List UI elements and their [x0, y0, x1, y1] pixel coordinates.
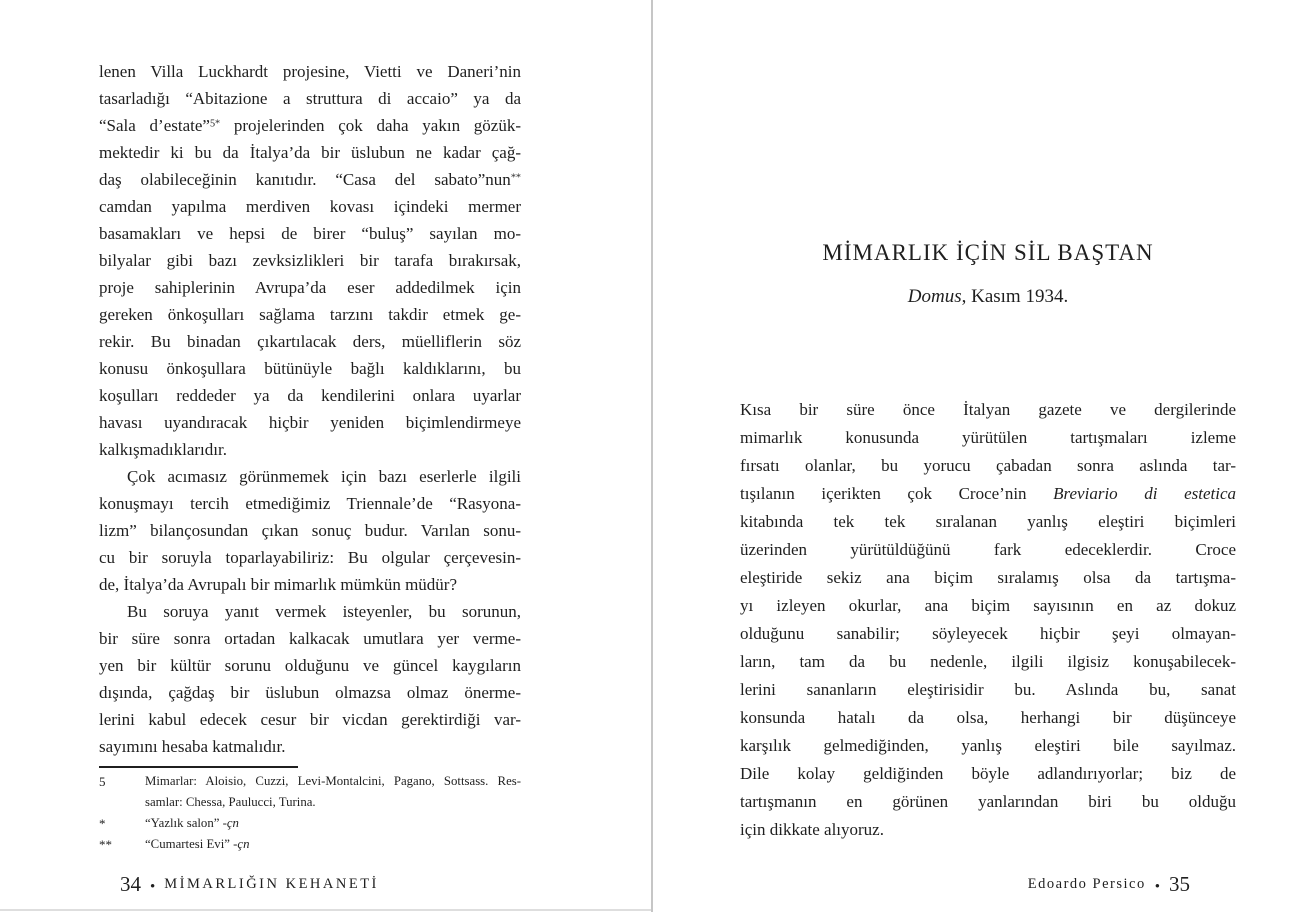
- text-line: karşılık gelmediğinden, yanlış eleştiri bile sayılmaz.: [740, 736, 1236, 755]
- text-line: konusu önkoşullara bütünüyle bağlı kaldıklarını, bu: [99, 359, 521, 378]
- footnote: [99, 834, 521, 855]
- text-line: sayımını hesaba katmalıdır.: [99, 737, 286, 756]
- right-page: [653, 0, 1306, 912]
- text-line: tasarladığı “Abitazione a struttura di accaio” ya da: [99, 89, 521, 108]
- text-line: bir süre sonra ortadan kalkacak umutlara yer verme-: [99, 629, 521, 648]
- footnote: [99, 771, 521, 813]
- chapter-subtitle: Domus, Kasım 1934.: [907, 286, 1069, 307]
- text-line: lenen Villa Luckhardt projesine, Vietti ve Daneri’nin: [99, 62, 521, 81]
- page-number: 35: [1169, 872, 1190, 896]
- text-line: ların, tam da bu nedenle, ilgili ilgisiz konuşabilecek-: [740, 652, 1236, 671]
- footnote-block: [99, 771, 521, 855]
- footer-dot-icon: •: [150, 879, 156, 895]
- text-line: olduğunu sanabilir; söyleyecek hiçbir şeyi olmayan-: [740, 624, 1236, 643]
- text-line: camdan yapılma merdiven kovası içindeki mermer: [99, 197, 521, 216]
- footer-dot-icon: •: [1154, 879, 1160, 895]
- footnote-separator: [99, 766, 298, 768]
- footnote: [99, 813, 521, 834]
- page-bottom-edge: [0, 909, 651, 911]
- left-page-body: [99, 58, 521, 760]
- text-line: mimarlık konusunda yürütülen tartışmaları izleme: [740, 428, 1236, 447]
- footnote-marker: 5: [99, 774, 106, 789]
- text-line: de, İtalya’da Avrupalı bir mimarlık mümkün müdür?: [99, 575, 458, 594]
- text-line: basamakları ve hepsi de birer “buluş” sayılan mo-: [99, 224, 521, 243]
- text-line: Bu soruya yanıt vermek isteyenler, bu sorunun,: [127, 602, 521, 621]
- running-author-name: Edoardo Persico: [1027, 876, 1146, 892]
- text-line: samlar: Chessa, Paulucci, Turina.: [145, 795, 316, 809]
- text-line: konsunda hatalı da olsa, herhangi bir düşünceye: [740, 708, 1236, 727]
- text-line: yen bir kültür sorunu olduğunu ve güncel kaygıların: [99, 656, 521, 675]
- text-line: proje sahiplerinin Avrupa’da eser addedilmek için: [99, 278, 521, 297]
- text-line: lerini sananların eleştirisidir bu. Aslında bu, sanat: [740, 680, 1236, 699]
- text-line: “Cumartesi Evi” -çn: [145, 837, 250, 851]
- text-line: “Sala d’estate”$^{5*}$ projelerinden çok daha yakın gözük-: [99, 116, 521, 135]
- footnote-marker: *: [99, 816, 106, 831]
- text-line: lerini kabul edecek cesur bir vicdan gerektirdiği var-: [99, 710, 521, 729]
- text-line: “Yazlık salon” -çn: [145, 816, 239, 830]
- text-line: dışında, çağdaş bir üslubun olmazsa olmaz önerme-: [99, 683, 521, 702]
- text-line: fırsatı olanlar, bu yorucu çabadan sonra aslında tar-: [740, 456, 1236, 475]
- text-line: cu bir soruyla toparlayabiliriz: Bu olgular çerçevesin-: [99, 548, 521, 567]
- right-page-footer: [1028, 872, 1190, 896]
- chapter-title: MİMARLIK İÇİN SİL BAŞTAN: [822, 240, 1154, 265]
- text-line: koşulları reddeder ya da kendilerini onlara uyarlar: [99, 386, 521, 405]
- text-line: Mimarlar: Aloisio, Cuzzi, Levi-Montalcini, Pagano, Sottsass. Res-: [145, 774, 521, 788]
- text-line: bilyalar gibi bazı zevksizlikleri bir tarafa bırakırsak,: [99, 251, 521, 270]
- text-line: mektedir ki bu da İtalya’da bir üslubun ne kadar çağ-: [99, 143, 521, 162]
- text-line: tartışmanın en görünen yanlarından biri bu olduğu: [740, 792, 1236, 811]
- text-line: havası uyandıracak hiçbir yeniden biçimlendirmeye: [99, 413, 521, 432]
- text-line: kalkışmadıklarıdır.: [99, 440, 227, 459]
- text-line: eleştiride sekiz ana biçim sıralamış olsa da tartışma-: [740, 568, 1236, 587]
- text-line: rekir. Bu binadan çıkartılacak ders, müelliflerin söz: [99, 332, 521, 351]
- text-line: kitabında tek tek sıralanan yanlış eleştiri biçimleri: [740, 512, 1236, 531]
- footnote-text: [145, 771, 521, 813]
- footnote-text: [145, 834, 521, 855]
- text-line: Kısa bir süre önce İtalyan gazete ve dergilerinde: [740, 400, 1236, 419]
- page-number: 34: [120, 872, 141, 896]
- left-page-footer: [120, 872, 379, 896]
- text-line: daş olabileceğinin kanıtıdır. “Casa del sabato”nun**: [99, 170, 521, 189]
- footnote-text: [145, 813, 521, 834]
- text-line: gereken önkoşulları sağlama tarzını takdir etmek ge-: [99, 305, 521, 324]
- text-line: yı izleyen okurlar, ana biçim sayısının en az dokuz: [740, 596, 1236, 615]
- text-line: Dile kolay geldiğinden böyle adlandırıyorlar; biz de: [740, 764, 1236, 783]
- running-book-title: MİMARLIĞIN KEHANETİ: [164, 876, 379, 892]
- text-line: konuşmayı tercih etmediğimiz Triennale’de “Rasyona-: [99, 494, 521, 513]
- footnote-marker: **: [99, 837, 112, 852]
- text-line: için dikkate alıyoruz.: [740, 820, 884, 839]
- text-line: Çok acımasız görünmemek için bazı eserlerle ilgili: [127, 467, 521, 486]
- text-line: lizm” bilançosundan çıkan sonuç budur. Varılan sonu-: [99, 521, 521, 540]
- right-page-body: [740, 396, 1236, 844]
- text-line: üzerinden yürütüldüğünü fark edeceklerdir. Croce: [740, 540, 1236, 559]
- text-line: tışılanın içerikten çok Croce’nin Breviario di estetica: [740, 484, 1236, 503]
